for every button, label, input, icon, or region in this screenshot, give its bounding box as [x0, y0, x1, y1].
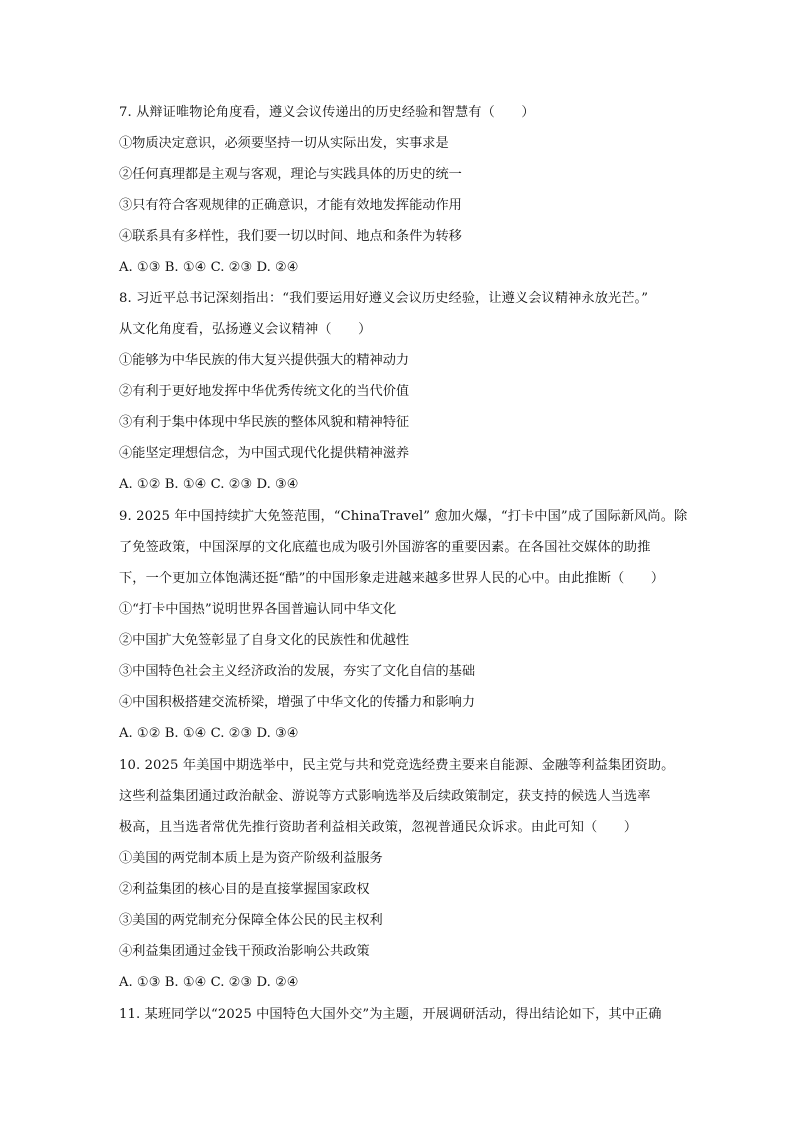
question-7-option-3: ③只有符合客观规律的正确意识，才能有效地发挥能动作用 [119, 198, 462, 213]
question-9-option-1: ①“打卡中国热”说明世界各国普遍认同中华文化 [119, 602, 397, 617]
question-8-option-1: ①能够为中华民族的伟大复兴提供强大的精神动力 [119, 353, 410, 368]
question-10-answers: A. ①③ B. ①④ C. ②③ D. ②④ [119, 975, 299, 990]
question-7-stem: 7. 从辩证唯物论角度看，遵义会议传递出的历史经验和智慧有（ ） [119, 105, 535, 120]
question-8-stem-line-1: 8. 习近平总书记深刻指出：“我们要运用好遵义会议历史经验，让遵义会议精神永放光芒。” [119, 291, 649, 306]
question-8-stem-line-2: 从文化角度看，弘扬遵义会议精神（ ） [119, 322, 372, 337]
question-8-answers: A. ①② B. ①④ C. ②③ D. ③④ [119, 477, 299, 492]
question-7-option-4: ④联系具有多样性，我们要一切以时间、地点和条件为转移 [119, 229, 462, 244]
question-7-option-1: ①物质决定意识，必须要坚持一切从实际出发，实事求是 [119, 136, 449, 151]
question-10-option-3: ③美国的两党制充分保障全体公民的民主权利 [119, 913, 383, 928]
question-10-option-4: ④利益集团通过金钱干预政治影响公共政策 [119, 944, 370, 959]
question-7-answers: A. ①③ B. ①④ C. ②③ D. ②④ [119, 260, 299, 275]
question-10-option-1: ①美国的两党制本质上是为资产阶级利益服务 [119, 851, 383, 866]
question-9-option-3: ③中国特色社会主义经济政治的发展，夯实了文化自信的基础 [119, 664, 476, 679]
question-10-stem-line-3: 极高，且当选者常优先推行资助者利益相关政策，忽视普通民众诉求。由此可知（ ） [119, 820, 638, 835]
question-8-option-4: ④能坚定理想信念，为中国式现代化提供精神滋养 [119, 446, 410, 461]
question-7-option-2: ②任何真理都是主观与客观，理论与实践具体的历史的统一 [119, 167, 462, 182]
question-9-option-2: ②中国扩大免签彰显了自身文化的民族性和优越性 [119, 633, 410, 648]
question-9-stem-line-3: 下，一个更加立体饱满还挺“酷”的中国形象走进越来越多世界人民的心中。由此推断（ ） [119, 571, 665, 586]
question-9-stem-line-1: 9. 2025 年中国持续扩大免签范围，“ChinaTravel” 愈加火爆，“打卡中国”成了国际新风尚。除 [119, 509, 688, 524]
question-10-stem-line-1: 10. 2025 年美国中期选举中，民主党与共和党竞选经费主要来自能源、金融等利益集团资助。 [119, 758, 675, 773]
question-8-option-2: ②有利于更好地发挥中华优秀传统文化的当代价值 [119, 384, 410, 399]
question-10-option-2: ②利益集团的核心目的是直接掌握国家政权 [119, 882, 370, 897]
question-11-stem-line-1: 11. 某班同学以“2025 中国特色大国外交”为主题，开展调研活动，得出结论如下，其中正确 [119, 1007, 662, 1022]
question-8-option-3: ③有利于集中体现中华民族的整体风貌和精神特征 [119, 415, 410, 430]
question-9-answers: A. ①② B. ①④ C. ②③ D. ③④ [119, 726, 299, 741]
question-9-stem-line-2: 了免签政策，中国深厚的文化底蕴也成为吸引外国游客的重要因素。在各国社交媒体的助推 [119, 540, 651, 555]
question-10-stem-line-2: 这些利益集团通过政治献金、游说等方式影响选举及后续政策制定，获支持的候选人当选率 [119, 789, 651, 804]
question-9-option-4: ④中国积极搭建交流桥梁，增强了中华文化的传播力和影响力 [119, 695, 476, 710]
